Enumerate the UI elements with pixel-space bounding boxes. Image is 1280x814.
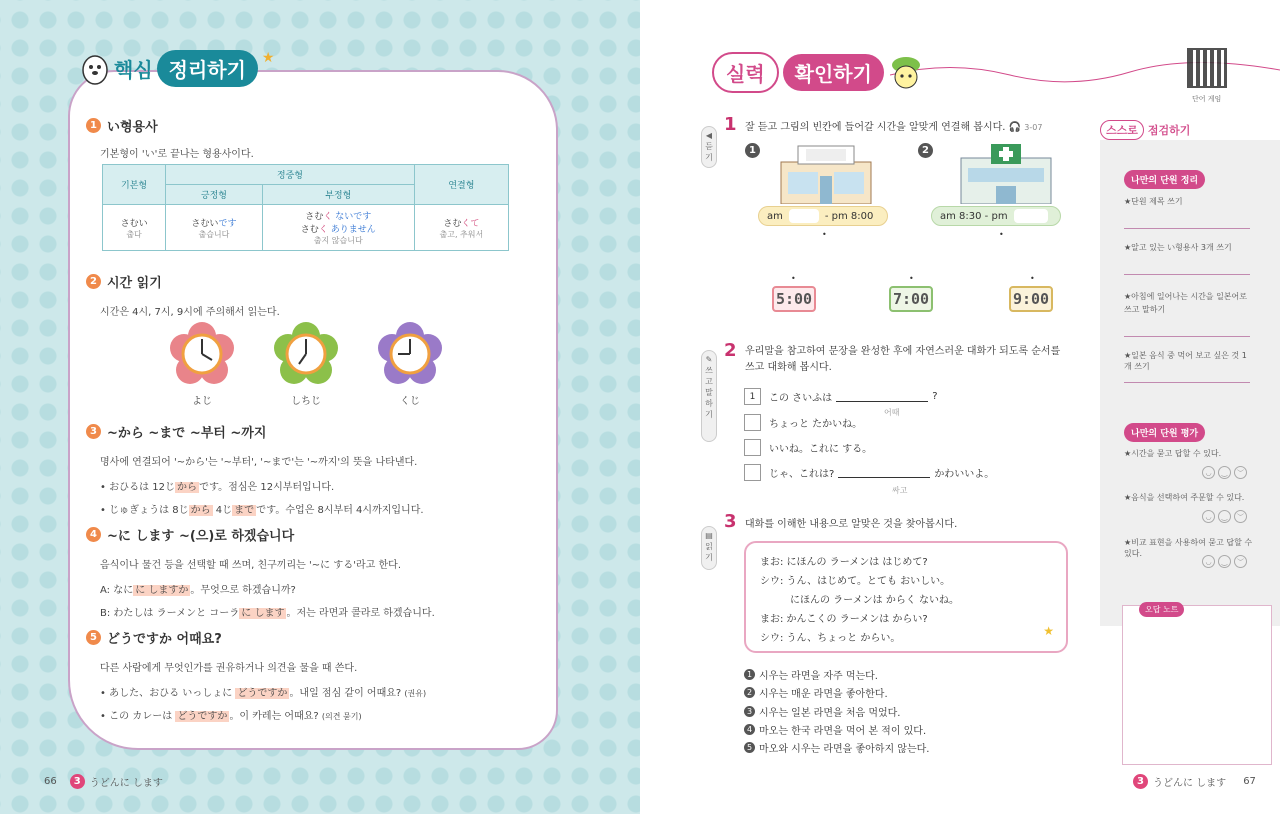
digital-clock: 5:00 — [772, 286, 816, 312]
option-4[interactable]: 4 마오는 한국 라면을 먹어 본 적이 있다. — [744, 722, 926, 737]
option-5[interactable]: 5 마오와 시우는 라면을 좋아하지 않는다. — [744, 740, 929, 755]
panel-item: ★비교 표현을 사용하여 묻고 답할 수 있다. — [1124, 538, 1253, 558]
header-part2: 확인하기 — [783, 54, 884, 91]
clock-label: くじ — [400, 396, 420, 407]
time-bar-2: am 8:30 - pm — [931, 206, 1061, 226]
convo-line: シウ: うん、ちょっと からい。 — [760, 633, 901, 644]
conversation-box — [744, 541, 1068, 653]
clock-label: しちじ — [291, 396, 321, 407]
pencil-icon: ✎ — [705, 355, 713, 364]
th-basic: 기본형 — [103, 165, 166, 205]
th-polite: 정중형 — [166, 165, 415, 185]
panel-item: ★시간을 묻고 답할 수 있다. — [1124, 449, 1222, 458]
answer-blank[interactable] — [836, 392, 928, 402]
write-line[interactable] — [1124, 336, 1250, 337]
section-desc: 기본형이 'い'로 끝나는 형용사이다. — [100, 149, 254, 160]
write-line[interactable] — [1124, 382, 1250, 383]
sparkle-icon: ★ — [1043, 624, 1054, 638]
option-1[interactable]: 1 시우는 라면을 자주 먹는다. — [744, 667, 878, 682]
bookstore-icon — [776, 144, 876, 204]
hint-text: 싸고 — [892, 486, 908, 495]
basic-kr: 춥다 — [126, 229, 142, 239]
unit-number: 3 — [1133, 774, 1148, 789]
qr-label: 단어 게임 — [1192, 95, 1222, 103]
pos-kr: 춥습니다 — [198, 229, 230, 239]
order-box[interactable]: 1 — [744, 388, 761, 405]
th-pos: 긍정형 — [166, 185, 263, 205]
practice-header — [712, 52, 924, 93]
header-part1: 핵심 — [114, 58, 153, 82]
basic-form: さむい — [120, 218, 148, 229]
digital-clock: 7:00 — [889, 286, 933, 312]
unit-summary-pill: 나만의 단원 정리 — [1124, 170, 1205, 189]
conn-kr: 춥고, 추워서 — [439, 229, 484, 239]
section-5 — [86, 628, 426, 722]
clock-4-icon — [170, 322, 234, 386]
speaker-icon: ◀ — [705, 131, 713, 140]
example-2: • じゅぎょうは 8じ から 4じ まで です。수업은 8시부터 4시까지입니다. — [100, 505, 424, 516]
pos-stem: さむい — [191, 218, 219, 229]
hospital-icon — [956, 144, 1056, 204]
qr-code-icon[interactable] — [1187, 48, 1227, 88]
panel-item: ★일본 음식 중 먹어 보고 싶은 것 1개 쓰기 — [1124, 351, 1247, 371]
match-dot[interactable]: • — [822, 230, 827, 239]
rating-faces[interactable]: ◡ ‿ ︶ — [1202, 555, 1247, 568]
cell-neg — [262, 205, 414, 251]
example-2: B: わたしは ラーメンと コーラ に します 。저는 라면과 콜라로 하겠습니다. — [100, 608, 435, 619]
panel-item: ★음식을 선택하여 주문할 수 있다. — [1124, 493, 1245, 502]
character-mascot-icon — [888, 53, 924, 93]
cell-pos — [166, 205, 263, 251]
section-title: ~に します ~(으)로 하겠습니다 — [107, 529, 295, 544]
th-neg: 부정형 — [262, 185, 414, 205]
rating-faces[interactable]: ◡ ‿ ︶ — [1202, 510, 1247, 523]
option-3[interactable]: 3 시우는 일본 라면을 처음 먹었다. — [744, 704, 900, 719]
q1-text: 잘 듣고 그림의 빈칸에 들어갈 시간을 알맞게 연결해 봅시다. 🎧 3-07 — [745, 122, 1043, 133]
dialog-row-1: 1 この さいふは ? — [744, 388, 938, 405]
summary-header — [80, 50, 274, 87]
section-number: 2 — [86, 274, 101, 289]
wrong-answer-note[interactable] — [1122, 605, 1272, 765]
order-box[interactable] — [744, 439, 761, 456]
neg1-ending: ないです — [332, 212, 372, 222]
clock-7-icon — [274, 322, 338, 386]
time-bar-1: am - pm 8:00 — [758, 206, 888, 226]
book-icon: ▤ — [705, 531, 713, 540]
page-number: 67 — [1243, 776, 1256, 787]
unit-eval-pill: 나만의 단원 평가 — [1124, 423, 1205, 442]
q2-text: 우리말을 참고하여 문장을 완성한 후에 자연스러운 대화가 되도록 순서를 쓰고 대화해 봅시다. — [745, 346, 1061, 373]
tab-reading: ▤ 읽기 — [701, 526, 717, 570]
conn-ending: くて — [461, 218, 480, 229]
neg2-ku: く — [318, 225, 328, 235]
neg2-ending: ありません — [327, 225, 376, 235]
section-number: 4 — [86, 527, 101, 542]
convo-line: にほんの ラーメンは からく ないね。 — [790, 595, 960, 606]
write-line[interactable] — [1124, 274, 1250, 275]
panel-item: ★단원 제목 쓰기 — [1124, 197, 1183, 206]
item-number: 2 — [918, 143, 933, 158]
dialog-row-3: いいね。これに する。 — [744, 439, 872, 456]
memo-title: 오답 노트 — [1139, 602, 1184, 617]
rating-faces[interactable]: ◡ ‿ ︶ — [1202, 466, 1247, 479]
match-dot[interactable]: • — [791, 274, 796, 283]
section-desc: 시간은 4시, 7시, 9시에 주의해서 읽는다. — [100, 307, 280, 318]
convo-line: まお: にほんの ラーメンは はじめて? — [760, 557, 928, 568]
unit-number: 3 — [70, 774, 85, 789]
match-dot[interactable]: • — [909, 274, 914, 283]
q3-number: 3 — [724, 511, 737, 532]
cell-conn — [414, 205, 508, 251]
neg1-stem: さむ — [305, 212, 324, 222]
clock-9-icon — [378, 322, 442, 386]
pos-ending: です — [218, 218, 237, 229]
conjugation-table — [102, 164, 509, 251]
dog-mascot-icon — [80, 52, 110, 86]
section-desc: 명사에 연결되어 '~から'는 '~부터', '~まで'는 '~까지'의 뜻을 나타낸다. — [100, 457, 418, 468]
section-desc: 다른 사람에게 무엇인가를 권유하거나 의견을 물을 때 쓴다. — [100, 663, 358, 674]
th-conn: 연결형 — [414, 165, 508, 205]
section-title: ~から ~まで ~부터 ~까지 — [107, 426, 267, 441]
section-title: い형용사 — [107, 120, 158, 135]
q2-number: 2 — [724, 340, 737, 361]
example-1: • おひるは 12じ から です。점심은 12시부터입니다. — [100, 482, 335, 493]
digital-clock: 9:00 — [1009, 286, 1053, 312]
panel-item: ★아침에 일어나는 시간을 일본어로 쓰고 말하기 — [1124, 292, 1247, 314]
header-part1: 실력 — [712, 52, 779, 93]
section-3 — [86, 422, 424, 516]
section-2 — [86, 272, 280, 318]
write-line[interactable] — [1124, 228, 1250, 229]
dialog-row-2: ちょっと たかいね。 — [744, 414, 862, 431]
q3-text: 대화를 이해한 내용으로 알맞은 것을 찾아봅시다. — [745, 519, 958, 530]
self-check-header — [1100, 120, 1190, 140]
dialog-row-4: じゃ、これは? かわいいよ。 — [744, 464, 994, 481]
example-2: • この カレーは どうですか 。이 카레는 어때요? (의견 묻기) — [100, 711, 362, 722]
unit-title: うどんに します — [1153, 778, 1227, 789]
neg-kr: 춥지 않습니다 — [313, 236, 363, 245]
match-dot[interactable]: • — [1030, 274, 1035, 283]
convo-line: まお: かんこくの ラーメンは からい? — [760, 614, 928, 625]
section-4 — [86, 525, 435, 619]
section-title: どうですか 어때요? — [107, 632, 222, 647]
self-check-part1: 스스로 — [1100, 120, 1144, 140]
answer-blank[interactable] — [838, 468, 930, 478]
star-icon: ★ — [261, 49, 275, 66]
headphone-icon: 🎧 — [1008, 122, 1022, 133]
neg2-stem: さむ — [300, 225, 319, 235]
panel-item: ★알고 있는 い형용사 3개 쓰기 — [1124, 243, 1232, 252]
section-number: 5 — [86, 630, 101, 645]
item-number: 1 — [745, 143, 760, 158]
unit-title: うどんに します — [89, 778, 163, 789]
left-footer — [44, 774, 163, 789]
q1-number: 1 — [724, 114, 737, 135]
section-number: 1 — [86, 118, 101, 133]
section-title: 시간 읽기 — [107, 276, 162, 291]
clock-label: よじ — [192, 396, 212, 407]
tab-listening: ◀ 듣기 — [701, 126, 717, 168]
cell-basic — [103, 205, 166, 251]
match-dot[interactable]: • — [999, 230, 1004, 239]
order-box[interactable] — [744, 464, 761, 481]
convo-line: シウ: うん、はじめて。とても おいしい。 — [760, 576, 951, 587]
neg1-ku: く — [323, 212, 333, 222]
self-check-part2: 점검하기 — [1147, 124, 1191, 137]
section-1 — [86, 116, 254, 160]
tab-writing: ✎ 쓰고 말하기 — [701, 350, 717, 442]
example-1: • あした、おひる いっしょに どうですか 。내일 점심 같이 어때요? (권유) — [100, 688, 427, 699]
order-box[interactable] — [744, 414, 761, 431]
hint-text: 어때 — [884, 408, 900, 417]
option-2[interactable]: 2 시우는 매운 라면을 좋아한다. — [744, 685, 888, 700]
section-desc: 음식이나 물건 등을 선택할 때 쓰며, 친구끼리는 '~に する'라고 한다. — [100, 560, 402, 571]
section-number: 3 — [86, 424, 101, 439]
example-1: A: なに に しますか 。무엇으로 하겠습니까? — [100, 585, 296, 596]
right-footer — [1133, 774, 1256, 789]
header-part2: 정리하기 — [157, 50, 258, 87]
page-number: 66 — [44, 776, 57, 787]
conn-stem: さむ — [443, 218, 462, 229]
